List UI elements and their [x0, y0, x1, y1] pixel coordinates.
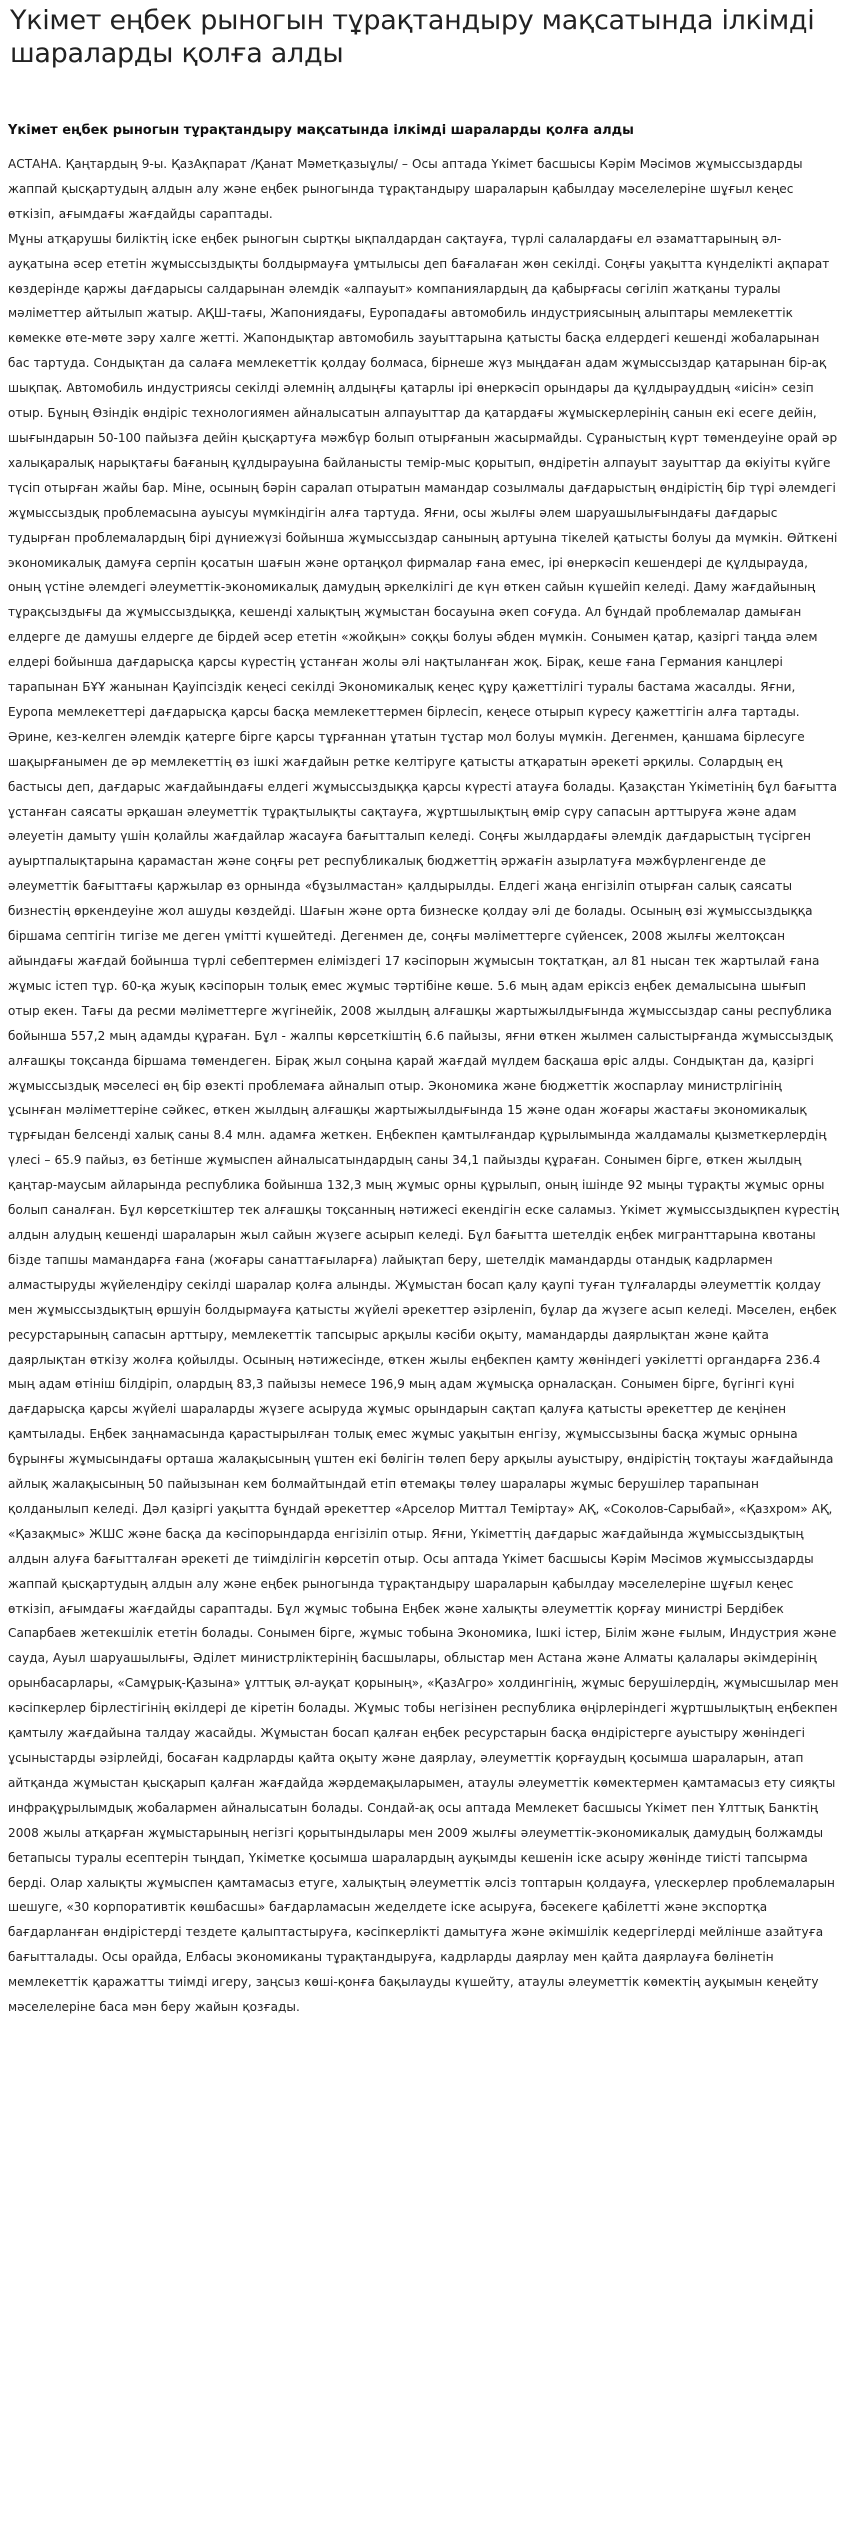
article-page: [0, 4, 847, 2026]
paragraph-main: Мұны атқарушы биліктің іске еңбек рыногын сыртқы ықпалдардан сақтауға, түрлі салалардағы ел әзаматтарының әл-ауқатына әсер ететін жұмыссыздықты болдырмауға ұмтылысы деп бағалаған жөн секілді. Соңғы уақытта күнделікті ақпарат көздерінде қаржы дағдарысы салдарынан әлемдік «алпауыт» компаниялардың да қабырғасы сөгіліп жатқаны туралы мәліметтер айтылып жатыр. АҚШ-тағы, Жапониядағы, Еуропадағы автомобиль индустриясының алыптары мемлекеттік көмекке өте-мөте зәру халге жетті. Жапондықтар автомобиль зауыттарына қатысты басқа елдердегі кешенді жобаларынан бас тартуда. Сондықтан да салаға мемлекеттік қолдау болмаса, бірнеше жүз мыңдаған адам жұмыссыздар қатарынан бір-ақ шықпақ. Автомобиль индустриясы секілді әлемнің алдыңғы қатарлы ірі өнеркәсіп орындары да құлдырауддың «иісін» сезіп отыр. Бұның Өзіндік өндіріс технологиямен айналысатын алпауыттар да қатардағы жұмыскерлерінің санын екі есеге дейін, шығындарын 50-100 пайызға дейін қысқартуға мәжбүр болып отырғанын жасырмайды. Сұраныстың күрт төмендеуіне орай әр халықаралық нарықтағы бағаның құлдырауына байланысты темір-мыс қорытып, өндіретін алпауыт зауыттар да өкіуіты күйге түсіп отырған жайы бар. Міне, осының бәрін саралап отыратын мамандар созылмалы дағдарыстың өндірістің бір түрі әлемдегі жұмыссыздық проблемасына ауысуы мүмкіндігін алға тартуда. Яғни, осы жылғы әлем шаруашылығындағы дағдарыс тудырған проблемалардың бірі дүниежүзі бойынша жұмыссыздар санының артуына тікелей қатысты болуы да мүмкін. Өйткені экономикалық дамуға серпін қосатын шағын және ортаңқол фирмалар ғана емес, ірі өнеркәсіп кешендері де құлдырауда, оның үстіне әлемдегі әлеуметтік-экономикалық дамудың әркелкілігі де күн өткен сайын күшейіп келеді. Даму жағдайының тұрақсыздығы да жұмыссыздыққа, кешенді халықтың жұмыстан босауына әкеп соғуда. Ал бұндай проблемалар дамыған елдерге де дамушы елдерге де бірдей әсер ететін «жойқын» соққы болуы әбден мүмкін. Сонымен қатар, қазіргі таңда әлем елдері бойынша дағдарысқа қарсы күрестің ұстанған жолы әлі нақтыланған жоқ. Бірақ, кеше ғана Германия канцлері тарапынан БҰҰ жанынан Қауіпсіздік кеңесі секілді Экономикалық кеңес құру қажеттілігі туралы бастама жасалды. Яғни, Еуропа мемлекеттері дағдарысқа қарсы басқа мемлекеттермен бірлесіп, кеңесе отырып күресу қажеттігін алға тартады. Әрине, кез-келген әлемдік қатерге бірге қарсы тұрғаннан ұтатын тұстар мол болуы мүмкін. Дегенмен, қаншама бірлесуге шақырғанымен де әр мемлекеттің өз ішкі жағдайын ретке келтіруге қатысты атқаратын әрекеті әрқилы. Солардың ең бастысы деп, дағдарыс жағдайындағы елдегі жұмыссыздыққа қарсы күресті атауға болады. Қазақстан Үкіметінің бұл бағытта ұстанған саясаты әрқашан әлеуметтік тұрақтылықты сақтауға, жұртшылықтың өмір сүру сапасын арттыруға және адам әлеуетін дамыту үшін қолайлы жағдайлар жасауға бағытталып келеді. Соңғы жылдардағы әлемдік дағдарыстың түсірген ауыртпалықтарына қарамастан және соңғы рет республикалық бюджеттің әржағін азырлатуға мәжбүрленгенде де әлеуметтік бағыттағы қаржылар өз орнында «бұзылмастан» қалдырылды. Елдегі жаңа енгізіліп отырған салық саясаты бизнестің өркендеуіне жол ашуды көздейді. Шағын және орта бизнеске қолдау әлі де болады. Осының өзі жұмыссыздыққа біршама септігін тигізе ме деген үмітті күшейтеді. Дегенмен де, соңғы мәліметтерге сүйенсек, 2008 жылғы желтоқсан айындағы жағдай бойынша түрлі себептермен еліміздегі 17 кәсіпорын жұмысын тоқтатқан, ал 81 нысан тек жартылай ғана жұмыс істеп тұр. 60-қа жуық кәсіпорын толық емес жұмыс тәртібіне көше. 5.6 мың адам еріксіз еңбек демалысына шығып отыр екен. Тағы да ресми мәліметтерге жүгінейік, 2008 жылдың алғашқы жартыжылдығында жұмыссыздар саны республика бойынша 557,2 мың адамды құраған. Бұл - жалпы көрсеткіштің 6.6 пайызы, яғни өткен жылмен салыстырғанда жұмыссыздық алғашқы тоқсанда біршама төмендеген. Бірақ жыл соңына қарай жағдай мүлдем басқаша өріс алды. Сондықтан да, қазіргі жұмыссыздық мәселесі өң бір өзекті проблемаға айналып отыр. Экономика және бюджеттік жоспарлау министрлігінің ұсынған мәліметтеріне сәйкес, өткен жылдың алғашқы жартыжылдығында 15 және одан жоғары жастағы экономикалық тұрғыдан белсенді халық саны 8.4 млн. адамға жеткен. Еңбекпен қамтылғандар құрылымында жалдамалы қызметкерлердің үлесі – 65.9 пайыз, өз бетінше жұмыспен айналысатындардың саны 34,1 пайызды құраған. Сонымен бірге, өткен жылдың қаңтар-маусым айларында республика бойынша 132,3 мың жұмыс орны құрылып, оның ішінде 92 мыңы тұрақты жұмыс орны болып саналған. Бұл көрсеткіштер тек алғашқы тоқсанның нәтижесі екендігін еске саламыз. Үкімет жұмыссыздықпен күрестің алдын алудың кешенді шараларын жыл сайын жүзеге асырып келеді. Бұл бағытта шетелдік еңбек мигранттарына квотаны бізде тапшы мамандарға ғана (жоғары санаттағыларға) лайықтап беру, шетелдік мамандарды отандық кадрлармен алмастыруды жүйелендіру секілді шаралар қолға алынды. Жұмыстан босап қалу қаупі туған тұлғаларды әлеуметтік қолдау мен жұмыссыздықтың өршуін болдырмауға қатысты жүйелі әрекеттер әзірленіп, бұлар да жүзеге асып келеді. Мәселен, еңбек ресурстарының сапасын арттыру, мемлекеттік тапсырыс арқылы кәсіби оқыту, мамандарды даярлықтан және қайта даярлықтан өткізу жолға қойылды. Осының нәтижесінде, өткен жылы еңбекпен қамту жөніндегі уәкілетті органдарға 236.4 мың адам өтініш білдіріп, олардың 83,3 пайызы немесе 196,9 мың адам жұмысқа орналасқан. Сонымен бірге, бүгінгі күні дағдарысқа қарсы жүйелі шараларды жүзеге асыруда жұмыс орындарын сақтап қалуға қатысты әрекеттер де кеңінен қамтылады. Еңбек заңнамасында қарастырылған толық емес жұмыс уақытын енгізу, жұмыссызыны басқа жұмыс орнына бұрынғы жұмысындағы орташа жалақысының үштен екі бөлігін төлеп беру арқылы ауыстыру, өндірістің тоқтауы жағдайында айлық жалақысының 50 пайызынан кем болмайтындай етіп өтемақы төлеу шаралары жұмыс берушілер тарапынан қолданылып келеді. Дәл қазіргі уақытта бұндай әрекеттер «Арселор Миттал Теміртау» АҚ, «Соколов-Сарыбай», «Қазхром» АҚ, «Қазақмыс» ЖШС және басқа да кәсіпорындарда енгізіліп отыр. Яғни, Үкіметтің дағдарыс жағдайында жұмыссыздықтың алдын алуға бағытталған әрекеті де тиімділігін көрсетіп отыр. Осы аптада Үкімет басшысы Кәрім Мәсімов жұмыссыздарды жаппай қысқартудың алдын алу және еңбек рыногында тұрақтандыру шараларын қабылдау мәселелеріне шұғыл кеңес өткізіп, ағымдағы жағдайды сараптады. Бұл жұмыс тобына Еңбек және халықты әлеуметтік қорғау министрі Бердібек Сапарбаев жетекшілік ететін болады. Сонымен бірге, жұмыс тобына Экономика, Ішкі істер, Білім және ғылым, Индустрия және сауда, Ауыл шаруашылығы, Әділет министрліктерінің басшылары, облыстар мен Астана және Алматы қалалары әкімдерінің орынбасарлары, «Самұрық-Қазына» ұлттық әл-ауқат қорының», «ҚазАгро» холдингінің, жұмыс берушілердің, жұмысшылар мен кәсіпкерлер бірлестігінің өкілдері де кіретін болады. Жұмыс тобы негізінен республика өңірлеріндегі жұртшылықтың еңбекпен қамтылу жағдайына талдау жасайды. Жұмыстан босап қалған еңбек ресурстарын басқа өндірістерге ауыстыру жөніндегі ұсыныстарды әзірлейді, босаған кадрларды қайта оқыту және даярлау, әлеуметтік қорғаудың қосымша шараларын, атап айтқанда жұмыстан қысқарып қалған жағдайда жәрдемақыларымен, атаулы әлеуметтік көмектермен қамтамасыз ету сияқты инфрақұрылымдық жобалармен айналысатын болады. Сондай-ақ осы аптада Мемлекет басшысы Үкімет пен Ұлттық Банктің 2008 жылы атқарған жұмыстарының негізгі қорытындылары мен 2009 жылғы әлеуметтік-экономикалық дамудың болжамды бетапысы туралы есептерін тыңдап, Үкіметке қосымша шаралардың ауқымды кешенін іске асыру жөнінде тиісті тапсырма берді. Олар халықты жұмыспен қамтамасыз етуге, халықтың әлеуметтік әлсіз топтарын қолдауға, үлескерлер проблемаларын шешуге, «30 корпоративтік көшбасшы» бағдарламасын жеделдете іске асыруға, бәсекеге қабілетті және экспортқа бағдарланған өндірістерді тездете қалыптастыруға, кәсіпкерлікті дамытуға және әкімшілік кедергілерді мейлінше азайтуға бағытталады. Осы орайда, Елбасы экономиканы тұрақтандыруға, кадрларды даярлау мен қайта даярлауға бөлінетін мемлекеттік қаражатты тиімді игеру, заңсыз көші-қонға бақылауды күшейту, атаулы әлеуметтік көмектің ауқымын кеңейту мәселелеріне баса мән беру жайын қозғады.: [8, 231, 839, 2015]
article-subtitle: Үкімет еңбек рыногын тұрақтандыру мақсатында ілкімді шараларды қолға алды: [8, 123, 634, 138]
spacer: [8, 70, 839, 122]
paragraph-lead: АСТАНА. Қаңтардың 9-ы. ҚазАқпарат /Қанат Мәметқазыұлы/ – Осы аптада Үкімет басшысы Кәрім Мәсімов жұмыссыздарды жаппай қысқартудың алдын алу және еңбек рыногында тұрақтандыру шараларын қабылдау мәселелеріне шұғыл кеңес өткізіп, ағымдағы жағдайды сараптады.: [8, 157, 803, 221]
article-title: Үкімет еңбек рыногын тұрақтандыру мақсатында ілкімді шараларды қолға алды: [10, 5, 815, 69]
article-body: [8, 152, 839, 2020]
